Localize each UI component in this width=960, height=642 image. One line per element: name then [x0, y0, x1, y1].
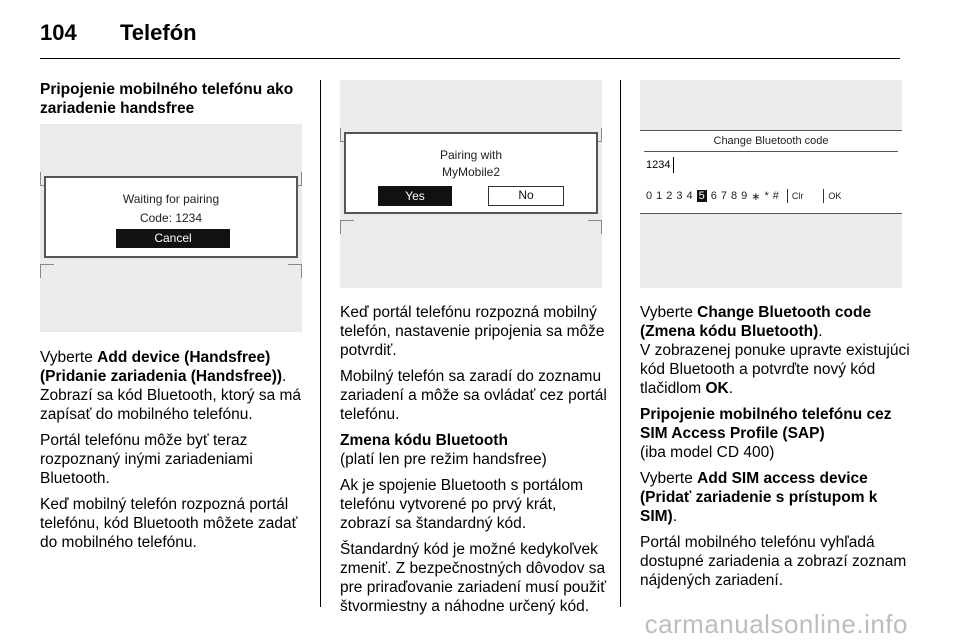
paragraph — [640, 469, 910, 526]
paragraph: Portál telefónu môže byť teraz rozpoznaný inými zariadeniami Bluetooth. — [40, 432, 253, 487]
yes-button[interactable]: Yes — [378, 186, 452, 206]
section-heading-handsfree: Pripojenie mobilného telefónu ako zariadenie handsfree — [40, 81, 294, 117]
text: Vyberte — [640, 304, 698, 321]
dialog-line-2: MyMobile2 — [441, 165, 501, 179]
key-7[interactable]: 7 — [720, 190, 727, 202]
screen-change-bluetooth-code — [640, 80, 902, 288]
paragraph — [640, 303, 910, 398]
key-separator — [823, 189, 824, 203]
title-divider — [644, 151, 898, 152]
dialog-title: Change Bluetooth code — [713, 135, 829, 147]
section-heading-sap: Pripojenie mobilného telefónu cez SIM Access Profile (SAP) — [640, 406, 892, 442]
frame-corner — [40, 264, 54, 278]
key-separator — [787, 189, 788, 203]
paragraph — [40, 348, 310, 424]
pairing-dialog — [344, 132, 598, 214]
text: Vyberte — [640, 470, 698, 487]
dialog-line-1: Waiting for pairing — [122, 192, 220, 206]
screen-pairing-with — [340, 80, 602, 288]
frame-corner — [588, 220, 602, 234]
page-title: Telefón — [120, 20, 197, 45]
key-4[interactable]: 4 — [686, 190, 693, 202]
code-entry-field[interactable] — [646, 157, 674, 173]
key-8[interactable]: 8 — [731, 190, 738, 202]
text: . — [728, 380, 734, 397]
column-divider-2 — [620, 80, 621, 607]
no-button[interactable]: No — [488, 186, 564, 206]
code-value: 1234 — [646, 159, 671, 171]
page-header — [40, 18, 197, 48]
pairing-dialog — [44, 176, 298, 258]
key-1[interactable]: 1 — [656, 190, 663, 202]
paragraph: Portál mobilného telefónu vyhľadá dostupné zariadenia a zobrazí zoznam nájdených zariadení. — [640, 534, 907, 589]
frame-corner — [340, 220, 354, 234]
text: . — [672, 508, 678, 525]
header-rule — [40, 58, 900, 59]
key-5-selected[interactable]: 5 — [698, 190, 705, 202]
paragraph: Mobilný telefón sa zaradí do zoznamu zariadení a môže sa ovládať cez portál telefónu. — [340, 368, 607, 423]
paragraph: Štandardný kód je možné kedykoľvek zmeniť. Z bezpečnostných dôvodov sa pre priraďovanie zariadení musí použiť štvormiestny a náhodne určený kód. — [340, 541, 607, 615]
frame-corner — [288, 264, 302, 278]
key-clear[interactable]: Clr — [791, 191, 804, 201]
menu-item-reference: Add SIM access device (Pridať zariadenie s prístupom k SIM) — [640, 470, 878, 525]
column-3-body — [640, 303, 910, 597]
section-heading-change-code: Zmena kódu Bluetooth — [340, 432, 508, 449]
text-cursor — [673, 157, 674, 173]
key-hash[interactable]: # — [772, 190, 779, 202]
paragraph: Keď mobilný telefón rozpozná portál telefónu, kód Bluetooth môžete zadať do mobilného telefónu. — [40, 496, 298, 551]
menu-item-reference: Change Bluetooth code (Zmena kódu Bluetooth) — [640, 304, 872, 340]
key-ok[interactable]: OK — [828, 191, 842, 201]
column-divider-1 — [320, 80, 321, 607]
key-3[interactable]: 3 — [676, 190, 683, 202]
column-2-body — [340, 303, 610, 623]
key-6[interactable]: 6 — [710, 190, 717, 202]
column-1-body — [40, 348, 310, 559]
menu-item-reference: Add device (Handsfree) (Pridanie zariadenia (Handsfree)) — [40, 349, 283, 385]
key-0[interactable]: 0 — [646, 190, 653, 202]
screen-waiting-for-pairing — [40, 124, 302, 332]
button-reference: OK — [705, 380, 729, 397]
dialog-line-1: Pairing with — [439, 148, 503, 162]
column-1 — [40, 80, 308, 118]
keypad-row — [646, 189, 845, 203]
paragraph: Keď portál telefónu rozpozná mobilný telefón, nastavenie pripojenia sa môže potvrdiť. — [340, 304, 605, 359]
text: . Zobrazí sa kód Bluetooth, ktorý sa má zapísať do mobilného telefónu. — [40, 368, 302, 423]
key-9[interactable]: 9 — [741, 190, 748, 202]
text: V zobrazenej ponuke upravte existujúci kód Bluetooth a potvrďte nový kód tlačidlom — [640, 342, 910, 397]
code-editor-panel — [640, 130, 902, 214]
key-star-1[interactable]: ∗ — [751, 190, 761, 203]
key-2[interactable]: 2 — [666, 190, 673, 202]
watermark: carmanualsonline.info — [644, 609, 908, 639]
cancel-button[interactable]: Cancel — [116, 229, 230, 248]
page-number: 104 — [40, 20, 77, 45]
key-star-2[interactable]: * — [764, 190, 769, 202]
dialog-line-2: Code: 1234 — [139, 211, 203, 225]
text: Vyberte — [40, 349, 98, 366]
paragraph: (platí len pre režim handsfree) — [340, 451, 547, 468]
paragraph: (iba model CD 400) — [640, 444, 775, 461]
text: . — [818, 323, 823, 340]
paragraph: Ak je spojenie Bluetooth s portálom telefónu vytvorené po prvý krát, zobrazí sa štandardný kód. — [340, 477, 583, 532]
